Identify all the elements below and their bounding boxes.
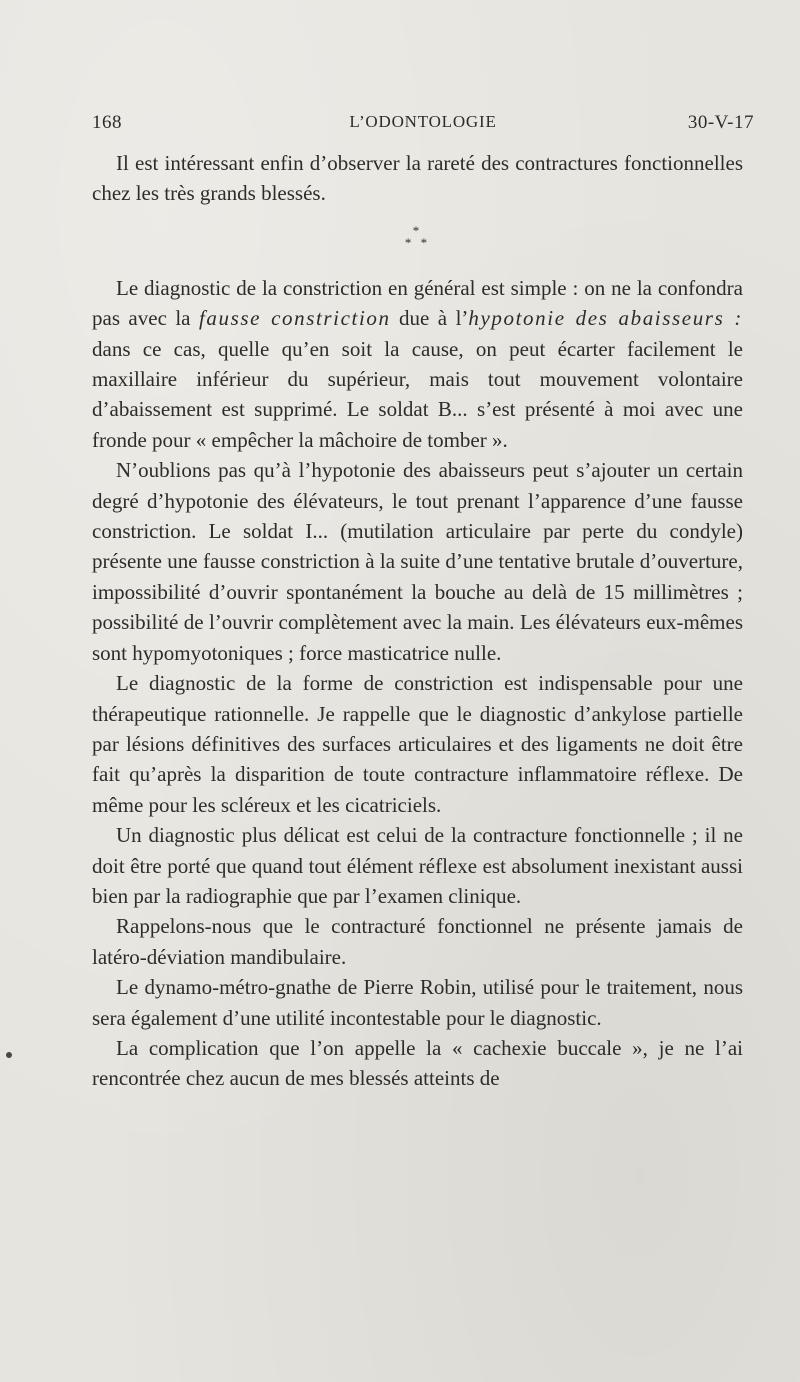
margin-ink-spot: [6, 1052, 12, 1058]
paragraph-3: N’oublions pas qu’à l’hypotonie des abaisseurs peut s’ajouter un certain degré d’hypotonie des élévateurs, le tout prenant l’apparence d’une fausse constriction. Le soldat I... (mutilation articulaire par perte du condyle) présente une fausse constriction à la suite d’une tentative brutale d’ouverture, impossibilité d’ouvrir spontanément la bouche au delà de 15 millimètres ; possibilité de l’ouvrir complètement avec la main. Les élévateurs eux-mêmes sont hypomyotoniques ; force masticatrice nulle.: [92, 458, 743, 665]
paragraph-2-text-a: Le diagnostic de la constriction en général est simple : on ne la confondra pas avec la: [92, 275, 743, 331]
issue-date: 30-V-17: [687, 112, 754, 133]
paragraph-8: La complication que l’on appelle la « cachexie buccale », je ne l’ai rencontrée chez aucun de mes blessés atteints de: [92, 1035, 743, 1091]
paragraph-1: Il est intéressant enfin d’observer la rareté des contractures fonctionnelles chez les très grands blessés.: [92, 151, 743, 206]
page-number: 168: [92, 112, 122, 133]
asterism-bottom: * *: [404, 234, 431, 250]
running-head: [92, 112, 754, 142]
paragraph-2-italic-fausse-constriction: fausse constriction: [198, 306, 391, 331]
paragraph-4: Le diagnostic de la forme de constriction est indispensable pour une thérapeutique rationnelle. Je rappelle que le diagnostic d’ankylose partielle par lésions définitives des surfaces articulaires et des ligaments ne doit être fait qu’après la disparition de toute contracture inflammatoire réflexe. De même pour les scléreux et les cicatriciels.: [92, 671, 743, 817]
paragraph-7: Le dynamo-métro-gnathe de Pierre Robin, utilisé pour le traitement, nous sera également d’une utilité incontestable pour le diagnostic.: [92, 975, 743, 1030]
paragraph-2-italic-hypotonie: hypotonie des abaisseurs :: [468, 306, 743, 331]
body-text: [92, 148, 743, 1094]
journal-title: L’ODONTOLOGIE: [349, 112, 497, 131]
paragraph-5: Un diagnostic plus délicat est celui de la contracture fonctionnelle ; il ne doit être porté que quand tout élément réflexe est absolument inexistant aussi bien par la radiographie que par l’examen clinique.: [92, 823, 743, 908]
asterism-top: *: [412, 222, 423, 238]
paragraph-2-text-b: due à l’: [390, 306, 469, 331]
paragraph-2-text-c: dans ce cas, quelle qu’en soit la cause, on peut écarter facilement le maxillaire inférieur du supérieur, mais tout mouvement volontaire d’abaissement est supprimé. Le soldat B... s’est présenté à moi avec une fronde pour « empêcher la mâchoire de tomber ».: [92, 336, 743, 452]
paragraph-6: Rappelons-nous que le contracturé fonctionnel ne présente jamais de latéro-déviation mandibulaire.: [92, 914, 743, 969]
paragraph-2: [92, 273, 743, 455]
section-asterism: [92, 209, 743, 273]
